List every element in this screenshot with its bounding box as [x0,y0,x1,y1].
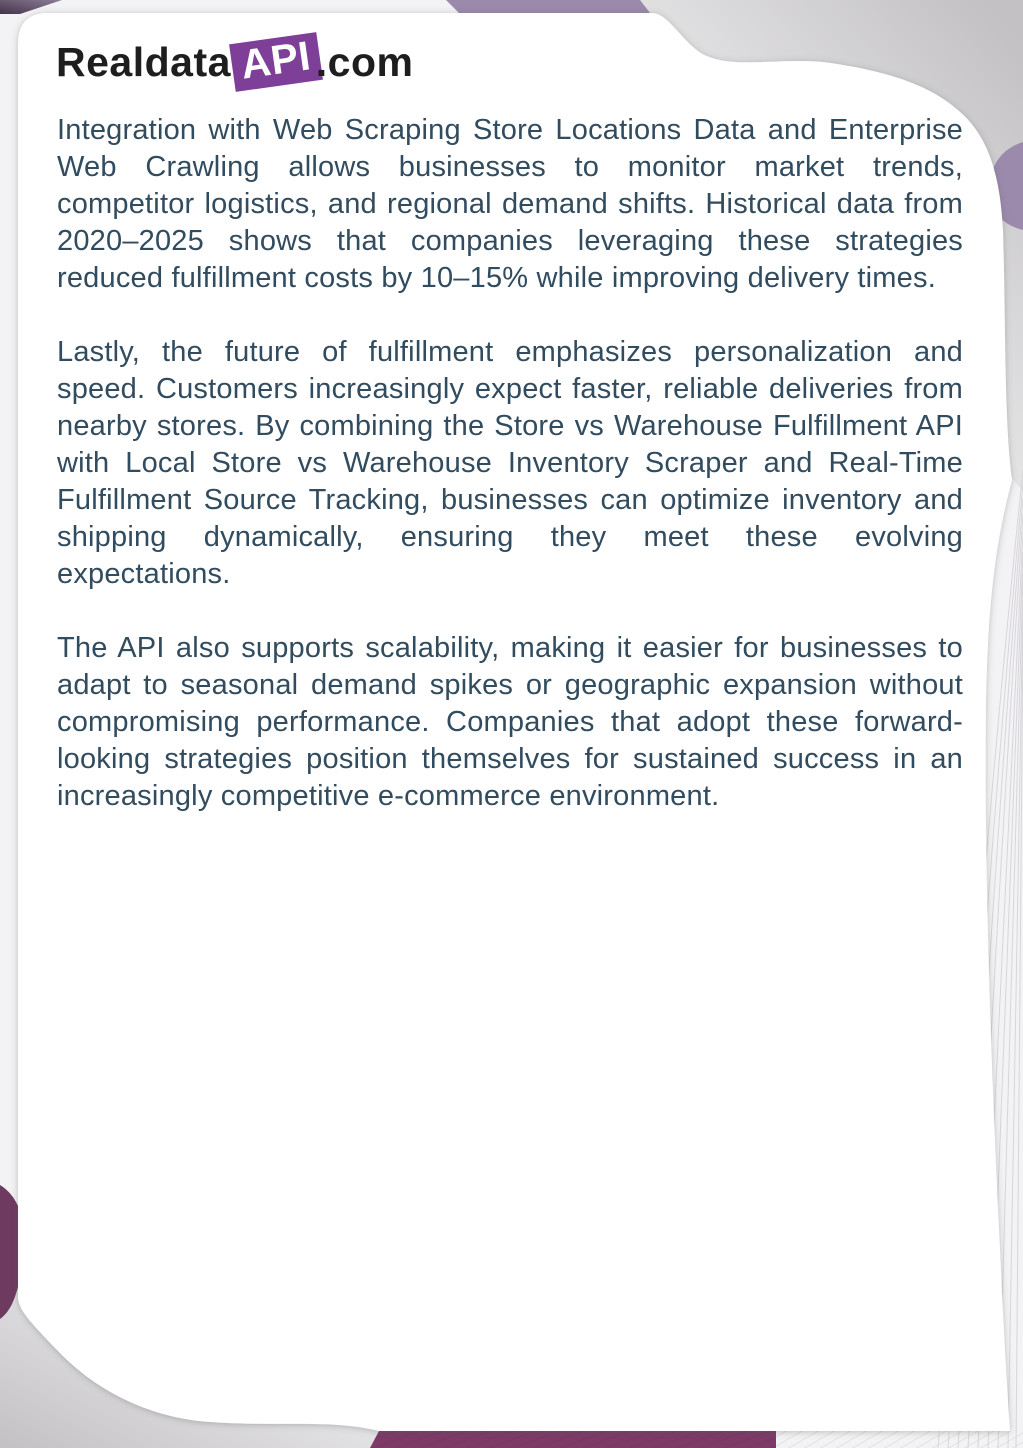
realdata-api-logo [56,32,414,88]
article-body [57,112,963,852]
logo-text-suffix: .com [315,38,414,85]
paragraph-integration: Integration with Web Scraping Store Locations Data and Enterprise Web Crawling allows businesses to monitor market trends, competitor logistics, and regional demand shifts. Historical data from 2020–2025 shows that companies leveraging these strategies reduced fulfillment costs by 10–15% while improving delivery times. [57,114,963,294]
bottom-right-hatch-strip [776,1431,1023,1448]
logo-api-badge: API [229,32,323,92]
paragraph-scalability: The API also supports scalability, making it easier for businesses to adapt to seasonal demand spikes or geographic expansion without compromising performance. Companies that adopt these forward-looking strategies position themselves for sustained success in an increasingly competitive e-commerce environment. [57,632,963,812]
top-left-plum-wedge-shape [0,0,62,14]
paragraph-future-fulfillment: Lastly, the future of fulfillment emphasizes personalization and speed. Customers increasingly expect faster, reliable deliveries from nearby stores. By combining the Store vs Warehouse Fulfillment API with Local Store vs Warehouse Inventory Scraper and Real-Time Fulfillment Source Tracking, businesses can optimize inventory and shipping dynamically, ensuring they meet these evolving expectations. [57,336,963,590]
logo-text-prefix: Realdata [56,38,231,85]
bottom-maroon-band-texture [370,1431,776,1448]
